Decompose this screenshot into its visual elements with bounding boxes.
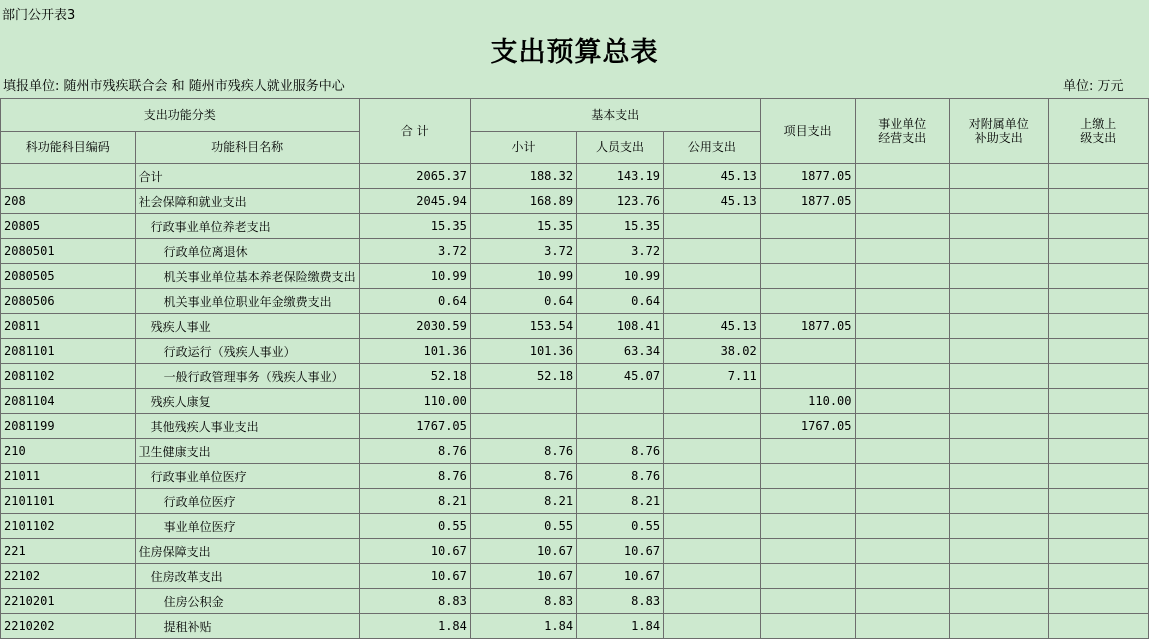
table-row [1,589,1149,614]
row-code: 2101101 [1,489,136,514]
row-subtotal: 8.76 [470,464,576,489]
row-code: 2081199 [1,414,136,439]
row-code: 2081104 [1,389,136,414]
table-row [1,189,1149,214]
row-code: 2080505 [1,264,136,289]
row-code: 20811 [1,314,136,339]
row-business [855,489,950,514]
table-row [1,539,1149,564]
row-project [760,464,855,489]
row-personnel: 3.72 [577,239,664,264]
row-personnel: 0.55 [577,514,664,539]
table-row [1,339,1149,364]
row-code: 2080506 [1,289,136,314]
row-public [664,514,761,539]
header-public: 公用支出 [664,132,761,164]
row-personnel: 1.84 [577,614,664,639]
row-subtotal: 3.72 [470,239,576,264]
table-row [1,164,1149,189]
row-code: 21011 [1,464,136,489]
table-row [1,614,1149,639]
table-row [1,414,1149,439]
row-personnel: 8.21 [577,489,664,514]
money-unit: 单位: 万元 [1063,79,1124,94]
row-business [855,364,950,389]
row-public [664,589,761,614]
row-business [855,439,950,464]
row-subsidy [950,614,1048,639]
row-business [855,189,950,214]
row-code: 2210202 [1,614,136,639]
row-total: 101.36 [359,339,470,364]
row-subsidy [950,364,1048,389]
row-name: 卫生健康支出 [135,439,359,464]
row-subsidy [950,189,1048,214]
row-public [664,539,761,564]
row-subtotal: 10.67 [470,564,576,589]
table-row [1,264,1149,289]
table-row [1,464,1149,489]
budget-table [0,98,1149,639]
row-remit [1048,339,1148,364]
row-remit [1048,539,1148,564]
row-remit [1048,189,1148,214]
row-subtotal [470,389,576,414]
row-public: 45.13 [664,189,761,214]
row-subsidy [950,339,1048,364]
row-public [664,289,761,314]
header-name: 功能科目名称 [135,132,359,164]
row-code: 210 [1,439,136,464]
table-row [1,564,1149,589]
row-total: 2065.37 [359,164,470,189]
header-business: 事业单位 经营支出 [855,99,950,164]
row-remit [1048,489,1148,514]
row-subtotal: 8.83 [470,589,576,614]
row-subtotal: 153.54 [470,314,576,339]
row-subtotal: 10.99 [470,264,576,289]
row-name: 行政事业单位养老支出 [135,214,359,239]
row-business [855,339,950,364]
row-subtotal: 0.64 [470,289,576,314]
row-code: 208 [1,189,136,214]
row-business [855,239,950,264]
row-personnel: 63.34 [577,339,664,364]
row-name: 行政单位医疗 [135,489,359,514]
row-subsidy [950,414,1048,439]
row-subtotal: 188.32 [470,164,576,189]
row-total: 8.76 [359,464,470,489]
row-total: 8.21 [359,489,470,514]
row-total: 10.99 [359,264,470,289]
header-personnel: 人员支出 [577,132,664,164]
row-project: 110.00 [760,389,855,414]
row-project: 1877.05 [760,314,855,339]
row-subsidy [950,464,1048,489]
row-public [664,489,761,514]
row-subtotal: 1.84 [470,614,576,639]
row-project: 1767.05 [760,414,855,439]
row-remit [1048,614,1148,639]
row-name: 事业单位医疗 [135,514,359,539]
row-total: 8.83 [359,589,470,614]
header-code: 科功能科目编码 [1,132,136,164]
row-business [855,539,950,564]
row-name: 住房公积金 [135,589,359,614]
row-subsidy [950,314,1048,339]
row-business [855,564,950,589]
row-public [664,264,761,289]
row-personnel [577,414,664,439]
row-business [855,289,950,314]
row-name: 一般行政管理事务（残疾人事业） [135,364,359,389]
row-remit [1048,164,1148,189]
row-project [760,339,855,364]
row-personnel: 45.07 [577,364,664,389]
row-project [760,539,855,564]
row-name: 行政运行（残疾人事业） [135,339,359,364]
row-total: 3.72 [359,239,470,264]
row-name: 其他残疾人事业支出 [135,414,359,439]
row-business [855,614,950,639]
row-project: 1877.05 [760,189,855,214]
row-public: 38.02 [664,339,761,364]
row-name: 残疾人康复 [135,389,359,414]
row-project [760,214,855,239]
row-personnel: 143.19 [577,164,664,189]
table-row [1,514,1149,539]
row-personnel: 10.67 [577,539,664,564]
row-total: 15.35 [359,214,470,239]
row-remit [1048,314,1148,339]
row-subsidy [950,214,1048,239]
row-remit [1048,564,1148,589]
row-subsidy [950,489,1048,514]
row-name: 残疾人事业 [135,314,359,339]
row-project [760,264,855,289]
row-business [855,214,950,239]
header-subsidy: 对附属单位 补助支出 [950,99,1048,164]
row-personnel: 15.35 [577,214,664,239]
row-total: 0.64 [359,289,470,314]
row-remit [1048,414,1148,439]
row-remit [1048,589,1148,614]
header-func-class: 支出功能分类 [1,99,360,132]
table-row [1,314,1149,339]
row-subsidy [950,239,1048,264]
row-code: 221 [1,539,136,564]
row-subsidy [950,589,1048,614]
row-subtotal: 168.89 [470,189,576,214]
row-subtotal [470,414,576,439]
page-title: 支出预算总表 [490,37,659,68]
header-project: 项目支出 [760,99,855,164]
row-subsidy [950,564,1048,589]
row-project [760,364,855,389]
row-business [855,514,950,539]
row-remit [1048,514,1148,539]
row-name: 机关事业单位基本养老保险缴费支出 [135,264,359,289]
row-name: 机关事业单位职业年金缴费支出 [135,289,359,314]
row-subsidy [950,289,1048,314]
row-code: 2080501 [1,239,136,264]
row-total: 10.67 [359,564,470,589]
table-row [1,289,1149,314]
row-total: 2030.59 [359,314,470,339]
row-public [664,464,761,489]
row-project [760,564,855,589]
row-project [760,489,855,514]
row-project [760,439,855,464]
row-code: 22102 [1,564,136,589]
row-project [760,289,855,314]
row-name: 行政单位离退休 [135,239,359,264]
row-name: 住房改革支出 [135,564,359,589]
row-public [664,239,761,264]
row-code: 2101102 [1,514,136,539]
row-remit [1048,364,1148,389]
row-personnel: 10.99 [577,264,664,289]
table-row [1,239,1149,264]
row-business [855,389,950,414]
row-name: 社会保障和就业支出 [135,189,359,214]
row-subsidy [950,439,1048,464]
header-basic: 基本支出 [470,99,760,132]
row-subtotal: 8.76 [470,439,576,464]
row-name: 住房保障支出 [135,539,359,564]
row-business [855,464,950,489]
row-subtotal: 8.21 [470,489,576,514]
row-personnel: 8.76 [577,439,664,464]
row-business [855,264,950,289]
row-business [855,414,950,439]
row-project [760,614,855,639]
row-business [855,164,950,189]
row-public [664,614,761,639]
row-business [855,314,950,339]
row-subsidy [950,264,1048,289]
table-row [1,489,1149,514]
row-subtotal: 10.67 [470,539,576,564]
table-row [1,214,1149,239]
row-code: 2210201 [1,589,136,614]
row-subsidy [950,514,1048,539]
form-number: 部门公开表3 [2,8,76,23]
row-business [855,589,950,614]
row-subtotal: 0.55 [470,514,576,539]
header-subtotal: 小计 [470,132,576,164]
row-subsidy [950,539,1048,564]
row-total: 10.67 [359,539,470,564]
row-public: 45.13 [664,314,761,339]
row-name: 行政事业单位医疗 [135,464,359,489]
row-remit [1048,439,1148,464]
row-remit [1048,239,1148,264]
row-project [760,514,855,539]
row-remit [1048,389,1148,414]
row-public [664,214,761,239]
row-personnel: 0.64 [577,289,664,314]
row-public [664,389,761,414]
row-subtotal: 52.18 [470,364,576,389]
header-remit: 上缴上 级支出 [1048,99,1148,164]
row-total: 110.00 [359,389,470,414]
row-name: 提租补贴 [135,614,359,639]
header-total: 合 计 [359,99,470,164]
row-remit [1048,464,1148,489]
row-remit [1048,264,1148,289]
row-project [760,239,855,264]
row-public [664,414,761,439]
row-personnel: 123.76 [577,189,664,214]
row-project [760,589,855,614]
row-personnel [577,389,664,414]
row-code: 20805 [1,214,136,239]
table-row [1,389,1149,414]
row-name: 合计 [135,164,359,189]
row-personnel: 8.76 [577,464,664,489]
row-total: 0.55 [359,514,470,539]
row-subsidy [950,389,1048,414]
row-total: 1.84 [359,614,470,639]
row-code [1,164,136,189]
row-total: 52.18 [359,364,470,389]
row-total: 1767.05 [359,414,470,439]
row-public [664,439,761,464]
row-subsidy [950,164,1048,189]
row-code: 2081102 [1,364,136,389]
row-public [664,564,761,589]
filling-unit: 填报单位: 随州市残疾联合会 和 随州市残疾人就业服务中心 [3,79,345,94]
row-remit [1048,289,1148,314]
row-subtotal: 15.35 [470,214,576,239]
row-total: 8.76 [359,439,470,464]
table-row [1,439,1149,464]
row-personnel: 8.83 [577,589,664,614]
row-personnel: 10.67 [577,564,664,589]
row-code: 2081101 [1,339,136,364]
row-project: 1877.05 [760,164,855,189]
table-row [1,364,1149,389]
row-personnel: 108.41 [577,314,664,339]
row-subtotal: 101.36 [470,339,576,364]
row-public: 45.13 [664,164,761,189]
row-public: 7.11 [664,364,761,389]
row-remit [1048,214,1148,239]
row-total: 2045.94 [359,189,470,214]
